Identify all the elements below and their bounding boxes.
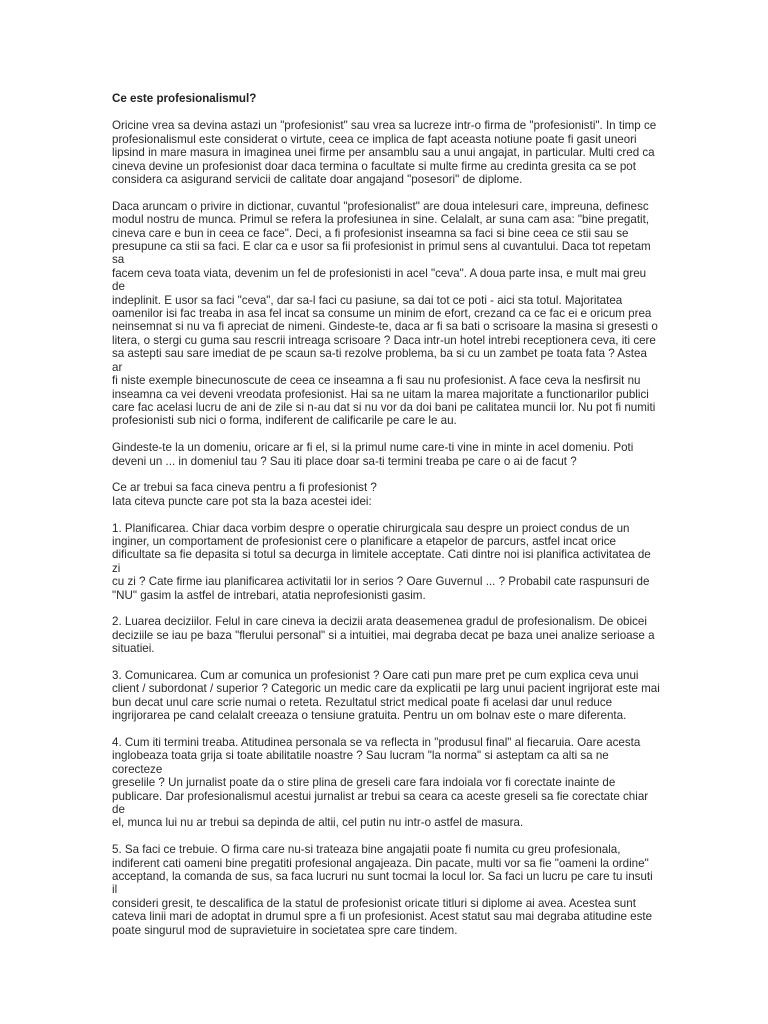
paragraph-question: Ce ar trebui sa faca cineva pentru a fi profesionist ? Iata citeva puncte care pot sta la baza acestei idei: bbox=[112, 481, 377, 508]
paragraph-point-3: 3. Comunicarea. Cum ar comunica un profesionist ? Oare cati pun mare pret pe cum explica ceva unui client / subordonat / superior ? Categoric un medic care da explicatii pe larg unui pacient ingrijorat este mai bun decat unul care scrie numai o reteta. Rezultatul strict medical poate fi acelasi dar unul reduce ingrijorarea pe cand celalalt creeaza o tensiune gratuita. Pentru un om bolnav este o mare diferenta. bbox=[112, 668, 660, 723]
paragraph-point-4: 4. Cum iti termini treaba. Atitudinea personala se va reflecta in "produsul final" al fiecaruia. Oare acesta inglobeaza toata grija si toate abilitatile noastre ? Sau lucram "la norma" si asteptam ca alti sa ne corecteze greselile ? Un jurnalist poate da o stire plina de greseli care fara indoiala vor fi corectate inainte de publicare. Dar profesionalismul acestui jurnalist ar trebui sa ceara ca aceste greseli sa fie corectate chiar de el, munca lui nu ar trebui sa depinda de altii, cel putin nu intr-o astfel de masura. bbox=[112, 735, 649, 830]
paragraph-point-5: 5. Sa faci ce trebuie. O firma care nu-si trateaza bine angajatii poate fi numita cu greu profesionala, indiferent cati oameni bine pregatiti profesional angajeaza. Din pacate, multi vor sa fie "oameni la ordine" acceptand, la comanda de sus, sa faca lucruri nu sunt tocmai la locul lor. Sa faci un lucru pe care tu insuti il consideri gresit, te descalifica de la statul de profesionist oricate titluri si diplome ai avea. Acestea sunt cateva linii mari de adoptat in drumul spre a fi un profesionist. Acest statut sau mai degraba atitudine este poate singurul mod de supravietuire in societatea spre care tindem. bbox=[112, 843, 653, 937]
paragraph-intro: Oricine vrea sa devina astazi un "profesionist" sau vrea sa lucreze intr-o firma de "profesionisti". In timp ce profesionalismul este considerat o virtute, ceea ce implica de fapt aceasta notiune poate fi gasit uneori lipsind in mare masura in imaginea unei firme per ansamblu sau a unui angajat, in particular. Multi cred ca cineva devine un profesionist doar daca termina o facultate si multe firme au credinta gresita ca se pot considera ca asigurand servicii de calitate doar angajand "posesori" de diplome. bbox=[112, 119, 657, 187]
paragraph-point-2: 2. Luarea deciziilor. Felul in care cineva ia decizii arata deasemenea gradul de profesionalism. De obicei deciziile se iau pe baza "flerului personal" si a intuitiei, mai degraba decat pe baza unei analize serioase a situatiei. bbox=[112, 615, 655, 656]
document-title: Ce este profesionalismul? bbox=[112, 92, 257, 105]
paragraph-domain: Gindeste-te la un domeniu, oricare ar fi el, si la primul nume care-ti vine in minte in acel domeniu. Poti deveni un ... in domeniul tau ? Sau iti place doar sa-ti termini treaba pe care o ai de facut ? bbox=[112, 441, 634, 468]
document-page bbox=[112, 92, 660, 950]
paragraph-point-1: 1. Planificarea. Chiar daca vorbim despre o operatie chirurgicala sau despre un proiect condus de un inginer, un comportament de profesionist cere o planificare a etapelor de parcurs, astfel incat orice dificultate sa fie depasita si totul sa decurga in limitele acceptate. Cati dintre noi isi planifica activitatea de zi cu zi ? Cate firme iau planificarea activitatii lor in serios ? Oare Guvernul ... ? Probabil cate raspunsuri de "NU" gasim la astfel de intrebari, atatia neprofesionisti gasim. bbox=[112, 521, 651, 602]
paragraph-dictionary: Daca aruncam o privire in dictionar, cuvantul "profesionalist" are doua intelesuri care, impreuna, definesc modul nostru de munca. Primul se refera la profesiunea in sine. Celalalt, ar suna cam asa: "bine pregatit, cineva care e bun in ceea ce face". Deci, a fi profesionist inseamna sa faci si bine ceea ce stii sau se presupune ca stii sa faci. E clar ca e usor sa fii profesionist in primul sens al cuvantului. Daca tot repetam sa facem ceva toata viata, devenim un fel de profesionisti in acel "ceva". A doua parte insa, e mult mai greu de indeplinit. E usor sa faci "ceva", dar sa-l faci cu pasiune, sa dai tot ce poti - aici sta totul. Majoritatea oamenilor isi fac treaba in asa fel incat sa consume un minim de efort, crezand ca ce fac ei e oricum prea neinsemnat si nu va fi apreciat de nimeni. Gindeste-te, daca ar fi sa bati o scrisoare la masina si gresesti o litera, o stergi cu guma sau rescrii intreaga scrisoare ? Daca intr-un hotel intrebi receptionera ceva, iti cere sa astepti sau sare imediat de pe scaun sa-ti rezolve problema, ba si cu un zambet pe toata fata ? Astea ar fi niste exemple binecunoscute de ceea ce inseamna a fi sau nu profesionist. A face ceva la nesfirsit nu inseamna ca vei deveni vreodata profesionist. Hai sa ne uitam la marea majoritate a functionarilor publici care fac acelasi lucru de ani de zile si n-au dat si nu vor da doi bani pe calitatea muncii lor. Nu pot fi numiti profesionisti sub nici o forma, indiferent de calificarile pe care le au. bbox=[112, 199, 658, 428]
